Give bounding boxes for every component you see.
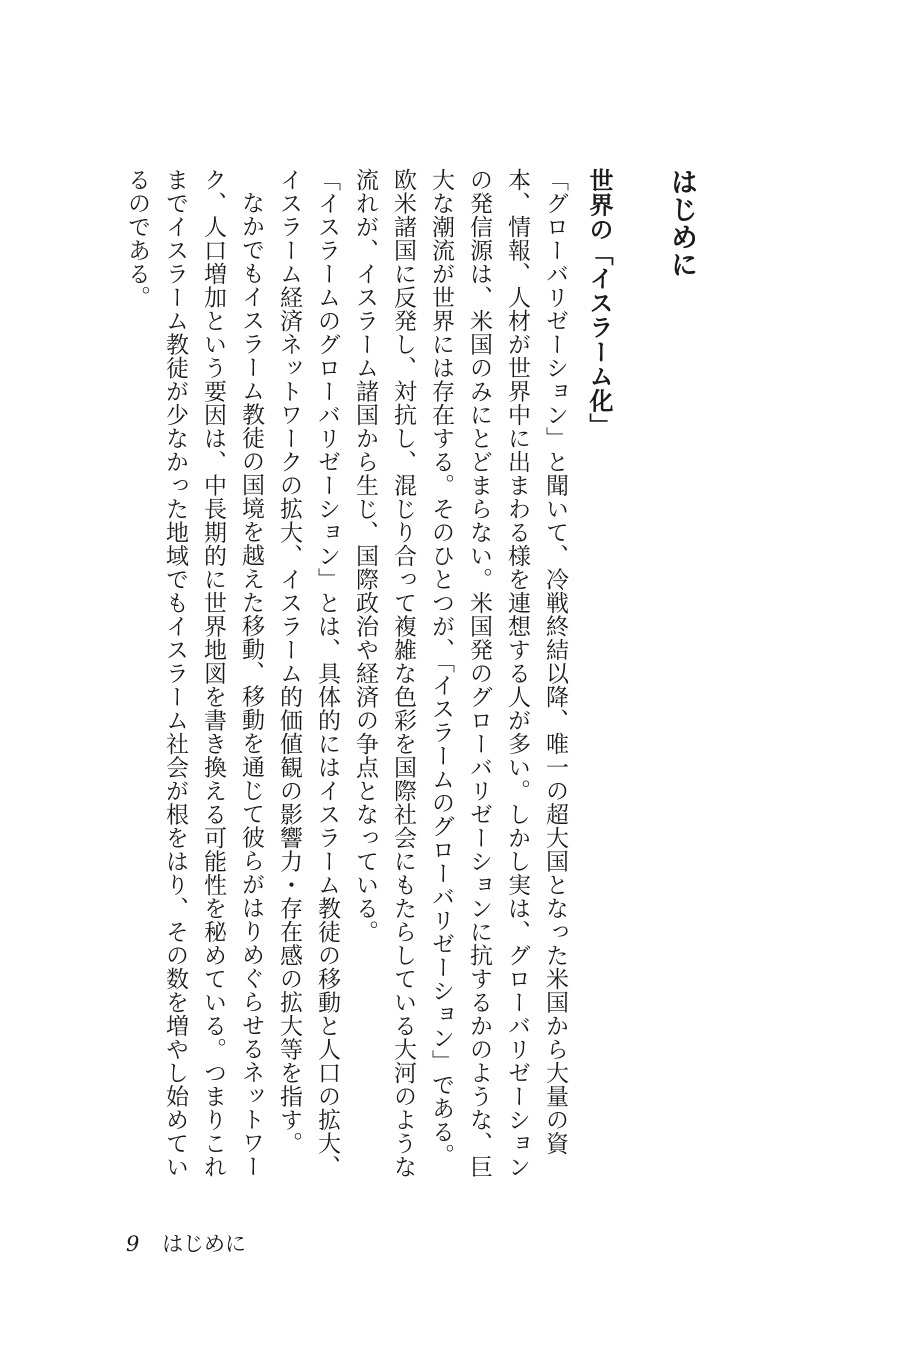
paragraph-2: 「イスラームのグローバリゼーション」とは、具体的にはイスラーム教徒の移動と人口の拡大、イスラーム経済ネットワークの拡大、イスラーム的価値観の影響力・存在感の拡大等を指す。 xyxy=(276,168,340,1179)
chapter-title: はじめに xyxy=(666,168,697,278)
paragraph-3: なかでもイスラーム教徒の国境を越えた移動、移動を通じて彼らがはりめぐらせるネットワーク、人口増加という要因は、中長期的に世界地図を書き換える可能性を秘めている。つまりこれまでイスラーム教徒が少なかった地域でもイスラーム社会が根をはり、その数を増やし始めているのである。 xyxy=(124,168,264,1179)
running-title: はじめに xyxy=(162,1232,247,1256)
page-number: 9 xyxy=(126,1232,140,1256)
page-body xyxy=(118,168,700,1188)
section-heading: 世界の「イスラーム化」 xyxy=(585,168,613,438)
paragraph-1: 「グローバリゼーション」と聞いて、冷戦終結以降、唯一の超大国となった米国から大量の資本、情報、人材が世界中に出まわる様を連想する人が多い。しかし実は、グローバリゼーションの発信源は、米国のみにとどまらない。米国発のグローバリゼーションに抗するかのような、巨大な潮流が世界には存在する。そのひとつが、「イスラームのグローバリゼーション」である。欧米諸国に反発し、対抗し、混じり合って複雑な色彩を国際社会にもたらしている大河のような流れが、イスラーム諸国から生じ、国際政治や経済の争点となっている。 xyxy=(352,168,568,1179)
page-footer xyxy=(126,1228,246,1258)
